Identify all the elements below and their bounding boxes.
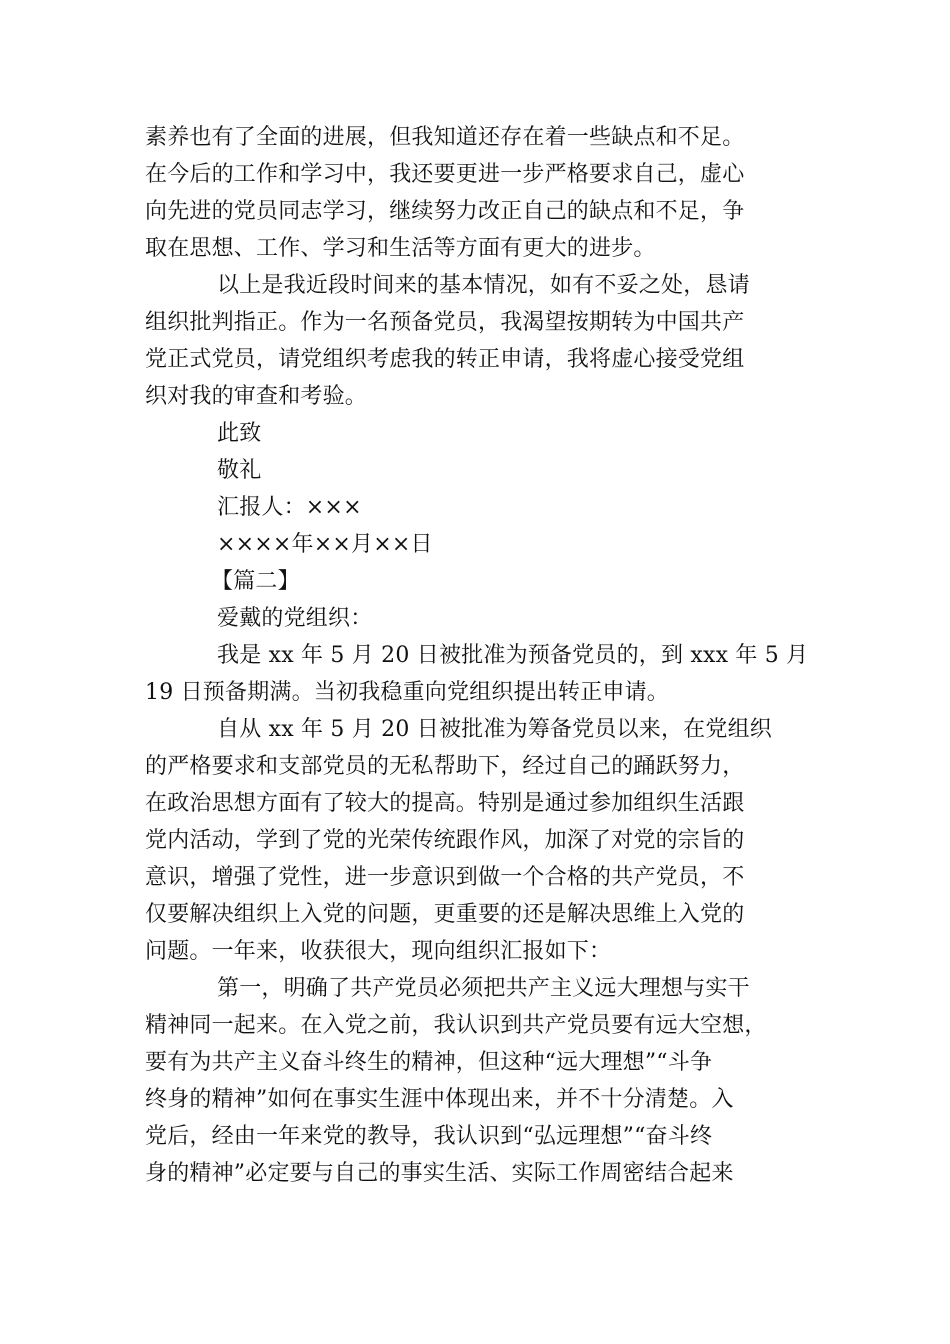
text-line-29: 身的精神”必定要与自己的事实生活、实际工作周密结合起来 [145, 1161, 734, 1186]
text-line-16: 19 日预备期满。当初我稳重向党组织提出转正申请。 [145, 680, 669, 705]
text-line-6: 组织批判指正。作为一名预备党员，我渴望按期转为中国共产 [145, 310, 745, 335]
text-line-17: 自从 xx 年 5 月 20 日被批准为筹备党员以来，在党组织 [217, 717, 772, 742]
closing-regards: 敬礼 [217, 458, 262, 483]
text-line-22: 仅要解决组织上入党的问题，更重要的还是解决思维上入党的 [145, 902, 745, 927]
text-line-19: 在政治思想方面有了较大的提高。特别是通过参加组织生活跟 [145, 791, 745, 816]
text-line-4: 取在思想、工作、学习和生活等方面有更大的进步。 [145, 236, 656, 261]
document-body [145, 119, 809, 1192]
letter-greeting: 爱戴的党组织： [217, 606, 373, 631]
report-date: ××××年××月××日 [217, 532, 433, 557]
text-line-1: 素养也有了全面的进展，但我知道还存在着一些缺点和不足。 [145, 125, 745, 150]
text-line-27: 终身的精神”如何在事实生涯中体现出来，并不十分清楚。入 [145, 1087, 734, 1112]
text-line-20: 党内活动，学到了党的光荣传统跟作风，加深了对党的宗旨的 [145, 828, 745, 853]
reporter-signature: 汇报人：××× [217, 495, 362, 520]
text-line-5: 以上是我近段时间来的基本情况，如有不妥之处，恳请 [217, 273, 750, 298]
text-line-2: 在今后的工作和学习中，我还要更进一步严格要求自己，虚心 [145, 162, 745, 187]
text-line-21: 意识，增强了党性，进一步意识到做一个合格的共产党员，不 [145, 865, 745, 890]
text-line-7: 党正式党员，请党组织考虑我的转正申请，我将虚心接受党组 [145, 347, 745, 372]
text-line-24: 第一，明确了共产党员必须把共产主义远大理想与实干 [217, 976, 750, 1001]
closing-salutation: 此致 [217, 421, 262, 446]
text-line-26: 要有为共产主义奋斗终生的精神，但这种“远大理想”“斗争 [145, 1050, 713, 1075]
text-line-23: 问题。一年来，收获很大，现向组织汇报如下： [145, 939, 612, 964]
text-line-8: 织对我的审查和考验。 [145, 384, 368, 409]
text-line-18: 的严格要求和支部党员的无私帮助下，经过自己的踊跃努力， [145, 754, 745, 779]
text-line-15: 我是 xx 年 5 月 20 日被批准为预备党员的，到 xxx 年 5 月 [217, 643, 809, 668]
text-line-3: 向先进的党员同志学习，继续努力改正自己的缺点和不足，争 [145, 199, 745, 224]
text-line-28: 党后，经由一年来党的教导，我认识到“弘远理想”“奋斗终 [145, 1124, 713, 1149]
text-line-25: 精神同一起来。在入党之前，我认识到共产党员要有远大空想， [145, 1013, 767, 1038]
section-heading: 【篇二】 [211, 569, 300, 594]
